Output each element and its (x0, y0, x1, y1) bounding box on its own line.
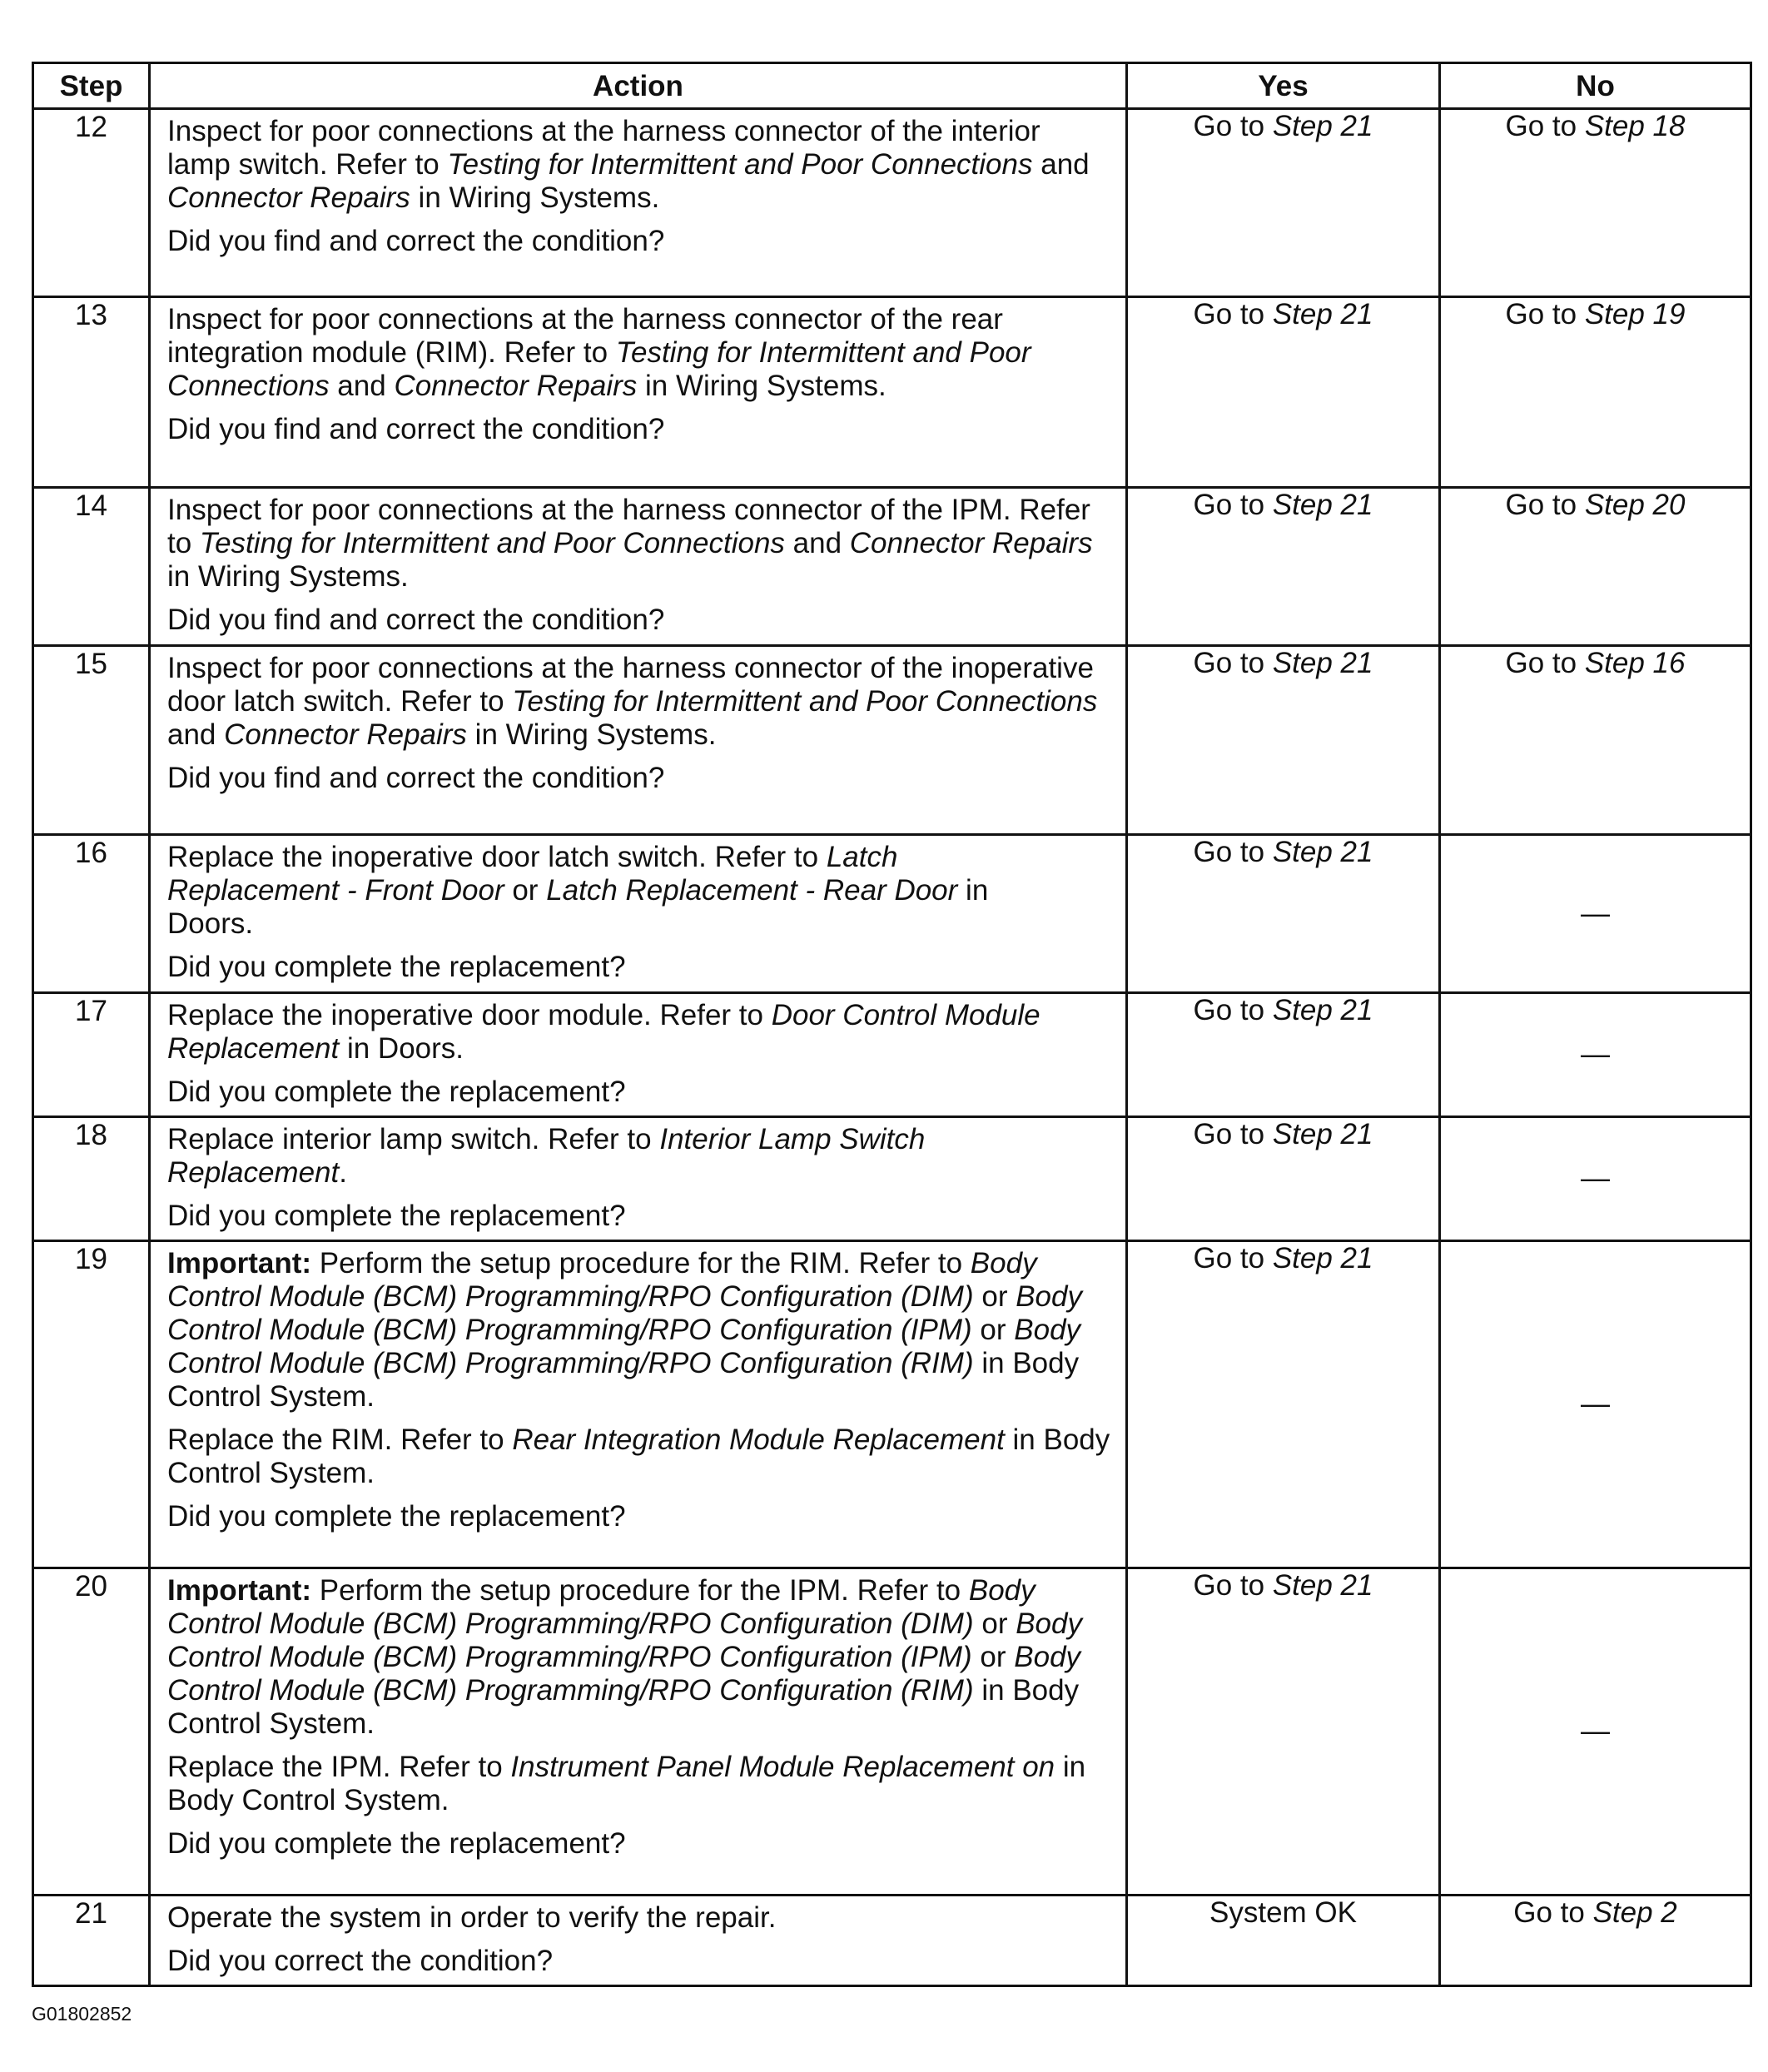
action-text: Replace the inoperative door latch switch. Refer to Latch Replacement - Front Door or Latch Replacement - Rear Door in Doors. (167, 841, 989, 940)
yes-result: Go to Step 21 (1127, 1117, 1440, 1241)
action-question: Did you complete the replacement? (167, 1500, 626, 1533)
figure-id: G01802852 (32, 2003, 132, 2025)
diagnostic-table (32, 62, 1752, 1987)
action-text: Inspect for poor connections at the harness connector of the inoperative door latch switch. Refer to Testing for Intermittent and Poor Connections and Connector Repairs in Wiring Systems. (167, 652, 1098, 751)
no-result: Go to Step 18 (1440, 109, 1751, 297)
no-result: Go to Step 16 (1440, 646, 1751, 835)
yes-result: Go to Step 21 (1127, 835, 1440, 993)
important-note: Important: Perform the setup procedure for the RIM. Refer to Body Control Module (BCM) Programming/RPO Configuration (DIM) or Body Control Module (BCM) Programming/RPO Configuration (IPM) or Body Control Module (BCM) Programming/RPO Configuration (RIM) in Body Control System. (167, 1247, 1082, 1413)
action-text: Inspect for poor connections at the harness connector of the rear integration module (RIM). Refer to Testing for Intermittent and Poor Connections and Connector Repairs in Wiring Systems. (167, 303, 1031, 402)
no-result-dash: — (1440, 993, 1751, 1117)
action-question: Did you complete the replacement? (167, 1076, 626, 1108)
no-result: Go to Step 19 (1440, 297, 1751, 488)
header-action: Action (150, 63, 1127, 109)
action-question: Did you complete the replacement? (167, 1200, 626, 1232)
action-cell (150, 835, 1127, 993)
table-row (33, 1117, 1751, 1241)
step-number: 18 (33, 1117, 150, 1241)
table-row (33, 835, 1751, 993)
step-number: 13 (33, 297, 150, 488)
no-result-dash: — (1440, 1241, 1751, 1568)
yes-result: Go to Step 21 (1127, 1241, 1440, 1568)
action-question: Did you complete the replacement? (167, 951, 626, 983)
step-number: 17 (33, 993, 150, 1117)
important-label: Important: (167, 1247, 312, 1279)
action-question: Did you correct the condition? (167, 1945, 554, 1977)
action-cell (150, 297, 1127, 488)
yes-result: Go to Step 21 (1127, 109, 1440, 297)
important-note: Important: Perform the setup procedure for the IPM. Refer to Body Control Module (BCM) Programming/RPO Configuration (DIM) or Body Control Module (BCM) Programming/RPO Configuration (IPM) or Body Control Module (BCM) Programming/RPO Configuration (RIM) in Body Control System. (167, 1574, 1082, 1740)
action-cell (150, 1241, 1127, 1568)
step-number: 21 (33, 1896, 150, 1986)
action-cell (150, 1117, 1127, 1241)
header-step: Step (33, 63, 150, 109)
action-text: Inspect for poor connections at the harness connector of the interior lamp switch. Refer to Testing for Intermittent and Poor Connections and Connector Repairs in Wiring Systems. (167, 115, 1090, 214)
action-question: Did you find and correct the condition? (167, 225, 665, 257)
header-no: No (1440, 63, 1751, 109)
step-number: 14 (33, 488, 150, 646)
no-result: Go to Step 2 (1440, 1896, 1751, 1986)
action-text: Operate the system in order to verify the repair. (167, 1901, 777, 1934)
step-number: 19 (33, 1241, 150, 1568)
table-row (33, 993, 1751, 1117)
table-row (33, 1241, 1751, 1568)
action-text: Replace the inoperative door module. Refer to Door Control Module Replacement in Doors. (167, 999, 1040, 1065)
yes-result: Go to Step 21 (1127, 1568, 1440, 1896)
table-row (33, 1896, 1751, 1986)
yes-result: Go to Step 21 (1127, 297, 1440, 488)
yes-result: Go to Step 21 (1127, 646, 1440, 835)
action-cell (150, 488, 1127, 646)
yes-result: System OK (1127, 1896, 1440, 1986)
yes-result: Go to Step 21 (1127, 993, 1440, 1117)
table-row (33, 1568, 1751, 1896)
yes-result: Go to Step 21 (1127, 488, 1440, 646)
action-cell (150, 1896, 1127, 1986)
step-number: 15 (33, 646, 150, 835)
no-result: Go to Step 20 (1440, 488, 1751, 646)
action-cell (150, 1568, 1127, 1896)
no-result-dash: — (1440, 1568, 1751, 1896)
header-yes: Yes (1127, 63, 1440, 109)
step-number: 12 (33, 109, 150, 297)
no-result-dash: — (1440, 1117, 1751, 1241)
action-text: Replace the IPM. Refer to Instrument Panel Module Replacement on in Body Control System. (167, 1751, 1086, 1816)
action-text: Replace the RIM. Refer to Rear Integration Module Replacement in Body Control System. (167, 1424, 1110, 1489)
action-cell (150, 109, 1127, 297)
action-question: Did you find and correct the condition? (167, 604, 665, 636)
no-result-dash: — (1440, 835, 1751, 993)
important-label: Important: (167, 1574, 312, 1607)
step-number: 16 (33, 835, 150, 993)
action-question: Did you complete the replacement? (167, 1827, 626, 1860)
table-row (33, 488, 1751, 646)
action-text: Inspect for poor connections at the harness connector of the IPM. Refer to Testing for Intermittent and Poor Connections and Connector Repairs in Wiring Systems. (167, 494, 1093, 593)
action-cell (150, 646, 1127, 835)
action-question: Did you find and correct the condition? (167, 762, 665, 794)
step-number: 20 (33, 1568, 150, 1896)
action-text: Replace interior lamp switch. Refer to Interior Lamp Switch Replacement. (167, 1123, 926, 1189)
action-cell (150, 993, 1127, 1117)
table-row (33, 646, 1751, 835)
table-header-row (33, 63, 1751, 109)
action-question: Did you find and correct the condition? (167, 413, 665, 445)
table-row (33, 297, 1751, 488)
table-row (33, 109, 1751, 297)
